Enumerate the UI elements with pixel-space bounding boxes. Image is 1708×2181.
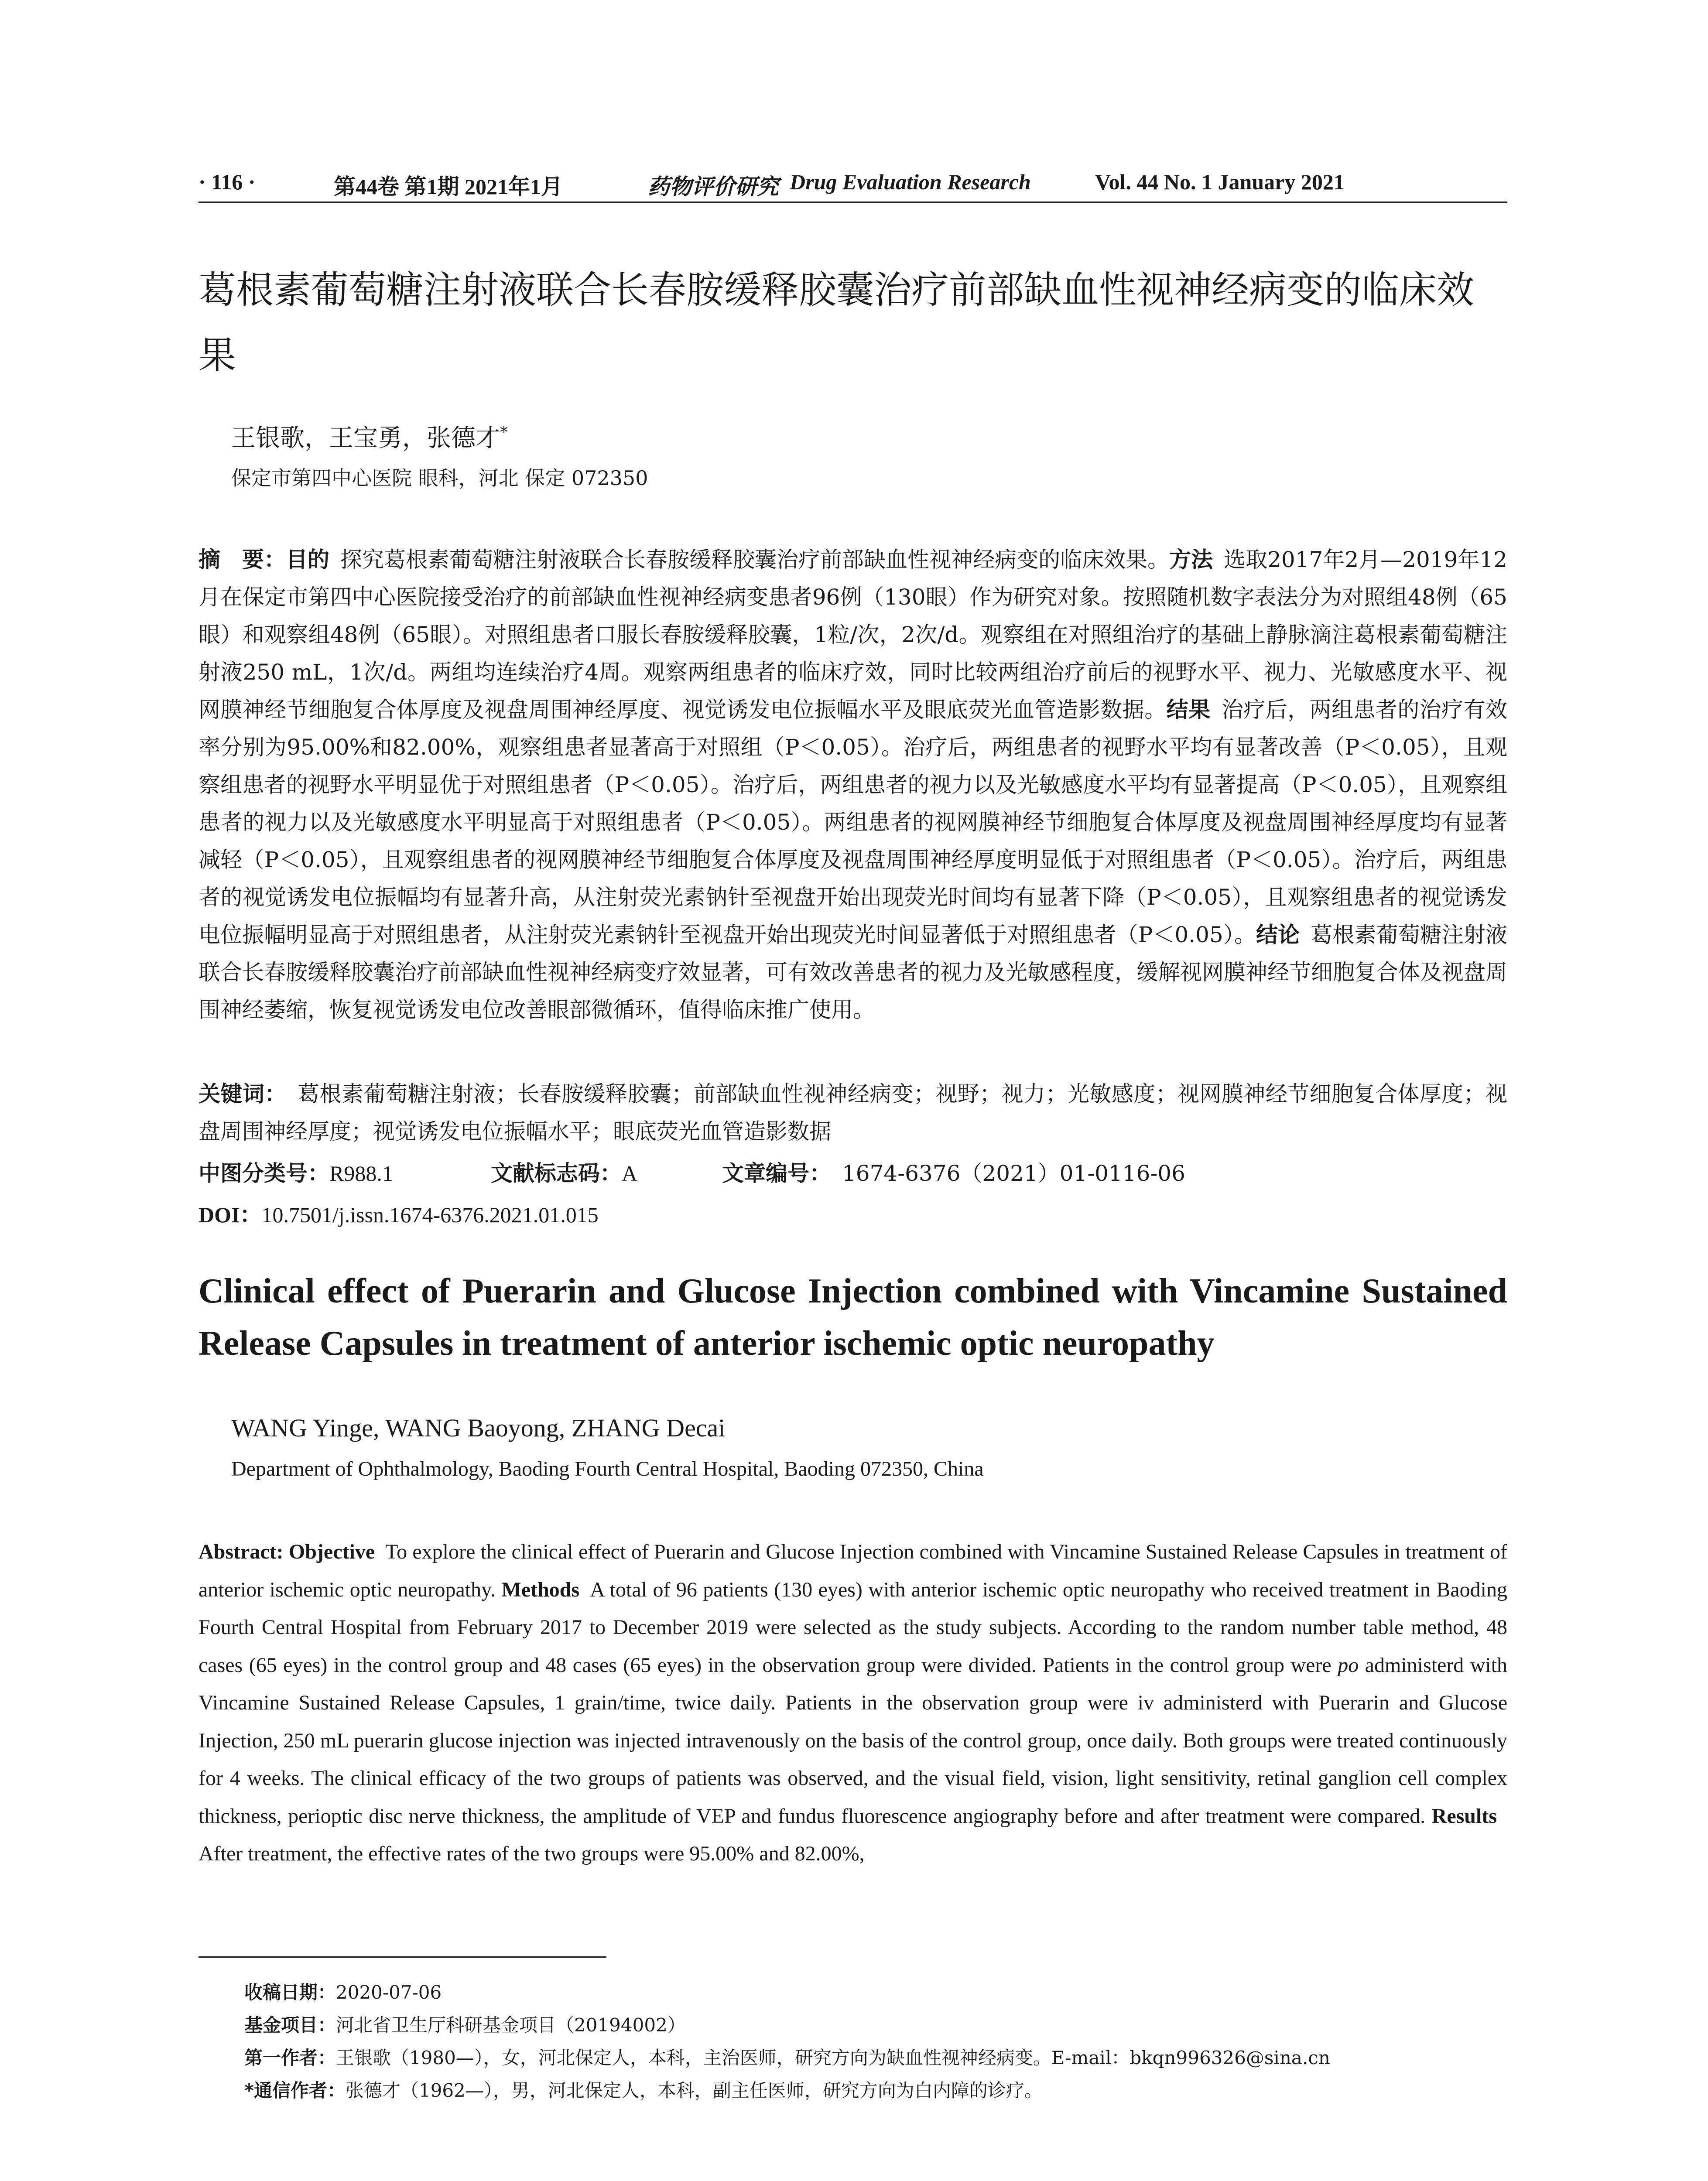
page-number: · 116 · xyxy=(199,170,256,194)
methods-en-part2: administerd with Vincamine Sustained Release Capsules, 1 grain/time, twice daily. Patients in the observation group were iv administerd with Puerarin and Glucose Injection, 250 mL puerarin glucose injection was injected intravenously on the basis of the control group, once daily. Both groups were treated continuously for 4 weeks. The clinical efficacy of the two groups of patients was observed, and the visual field, vision, light sensitivity, retinal ganglion cell complex thickness, perioptic disc nerve thickness, the amplitude of VEP and fundus fluorescence angiography before and after treatment were compared. xyxy=(199,1653,1508,1828)
footnote-corresponding xyxy=(244,2076,1043,2102)
methods-en-label: Methods xyxy=(501,1578,580,1601)
clc-label: 中图分类号： xyxy=(199,1161,329,1186)
abstract-cn xyxy=(199,541,1507,1029)
running-header xyxy=(199,169,1507,200)
issue-cn: 第44卷 第1期 2021年1月 xyxy=(334,174,563,199)
footnote-text: 张德才（1962—），男，河北保定人，本科，副主任医师，研究方向为白内障的诊疗。 xyxy=(345,2080,1043,2101)
footnote-first-author xyxy=(244,2044,1330,2070)
authors-en: WANG Yinge, WANG Baoyong, ZHANG Decai xyxy=(231,1414,726,1442)
footnote-rule xyxy=(199,1956,606,1958)
authors-cn xyxy=(231,419,508,454)
clc-value: R988.1 xyxy=(329,1161,393,1186)
abstract-cn-label: 摘 要： xyxy=(199,547,286,572)
results-cn-label: 结果 xyxy=(1166,697,1211,722)
footnote-label: 第一作者： xyxy=(244,2047,336,2068)
title-en: Clinical effect of Puerarin and Glucose Injection combined with Vincamine Sustained Release Capsules in treatment of anterior ischemic optic neuropathy xyxy=(199,1272,1507,1363)
methods-cn-label: 方法 xyxy=(1169,547,1213,572)
doi-label: DOI： xyxy=(199,1203,262,1227)
footnote-text: 河北省卫生厅科研基金项目（20194002） xyxy=(336,2014,686,2036)
objective-cn: 探究葛根素葡萄糖注射液联合长春胺缓释胶囊治疗前部缺血性视神经病变的临床效果。 xyxy=(340,547,1170,572)
affiliation-en: Department of Ophthalmology, Baoding Fourth Central Hospital, Baoding 072350, China xyxy=(231,1457,984,1480)
footnote-text: 2020-07-06 xyxy=(336,1982,442,2003)
footnote-label: 基金项目： xyxy=(244,2014,336,2036)
abstract-en xyxy=(199,1533,1507,1873)
footnote-received xyxy=(244,1978,442,2004)
journal-en: Drug Evaluation Research xyxy=(790,170,1031,194)
affiliation-cn: 保定市第四中心医院 眼科，河北 保定 072350 xyxy=(231,466,648,490)
footnote-label: *通信作者： xyxy=(244,2080,346,2101)
footnote-text: 王银歌（1980—），女，河北保定人，本科，主治医师，研究方向为缺血性视神经病变。E-mail：bkqn996326@sina.cn xyxy=(336,2047,1330,2068)
methods-en-part1: A total of 96 patients (130 eyes) with anterior ischemic optic neuropathy who received treatment in Baoding Fourth Central Hospital from February 2017 to December 2019 were selected as the study subjects. According to the random number table method, 48 cases (65 eyes) in the control group and 48 cases (65 eyes) in the observation group were divided. Patients in the control group were xyxy=(199,1578,1508,1677)
keywords-cn-label: 关键词： xyxy=(199,1081,287,1107)
results-en: After treatment, the effective rates of the two groups were 95.00% and 82.00%, xyxy=(199,1842,865,1865)
objective-en-label: Objective xyxy=(288,1540,375,1563)
authors-cn-names: 王银歌，王宝勇，张德才 xyxy=(231,424,500,452)
title-cn: 葛根素葡萄糖注射液联合长春胺缓释胶囊治疗前部缺血性视神经病变的临床效果 xyxy=(199,268,1474,377)
doi-value[interactable]: 10.7501/j.issn.1674-6376.2021.01.015 xyxy=(261,1203,599,1227)
issue-en: Vol. 44 No. 1 January 2021 xyxy=(1095,170,1345,194)
article-no-label: 文章编号： xyxy=(722,1161,831,1186)
abstract-en-label: Abstract: xyxy=(199,1540,284,1563)
methods-en-po: po xyxy=(1338,1653,1359,1677)
keywords-cn-text: 葛根素葡萄糖注射液；长春胺缓释胶囊；前部缺血性视神经病变；视野；视力；光敏感度；视网膜神经节细胞复合体厚度；视盘周围神经厚度；视觉诱发电位振幅水平；眼底荧光血管造影数据 xyxy=(199,1081,1508,1144)
journal-cn-logo: 药物评价研究 xyxy=(648,174,779,199)
results-en-label: Results xyxy=(1431,1804,1497,1828)
doc-code-value: A xyxy=(622,1161,638,1186)
footnote-label: 收稿日期： xyxy=(244,1982,336,2003)
conclusion-cn: 葛根素葡萄糖注射液联合长春胺缓释胶囊治疗前部缺血性视神经病变疗效显著，可有效改善患者的视力及光敏感程度，缓解视网膜神经节细胞复合体及视盘周围神经萎缩，恢复视觉诱发电位改善眼部微循环，值得临床推广使用。 xyxy=(199,922,1508,1022)
doc-code-label: 文献标志码： xyxy=(491,1161,622,1186)
conclusion-cn-label: 结论 xyxy=(1256,922,1300,947)
keywords-cn xyxy=(199,1075,1507,1150)
objective-en: To explore the clinical effect of Puerarin and Glucose Injection combined with Vincamine Sustained Release Capsules in treatment of anterior ischemic optic neuropathy. xyxy=(199,1540,1507,1601)
header-rule xyxy=(199,202,1507,203)
methods-cn: 选取2017年2月—2019年12月在保定市第四中心医院接受治疗的前部缺血性视神经病变患者96例（130眼）作为研究对象。按照随机数字表法分为对照组48例（65眼）和观察组48例（65眼）。对照组患者口服长春胺缓释胶囊，1粒/次，2次/d。观察组在对照组治疗的基础上静脉滴注葛根素葡萄糖注射液250 mL，1次/d。两组均连续治疗4周。观察两组患者的临床疗效，同时比较两组治疗前后的视野水平、视力、光敏感度水平、视网膜神经节细胞复合体厚度及视盘周围神经厚度、视觉诱发电位振幅水平及眼底荧光血管造影数据。 xyxy=(199,547,1508,722)
article-no-value: 1674-6376（2021）01-0116-06 xyxy=(842,1161,1185,1186)
corresponding-mark: * xyxy=(500,424,508,442)
doi xyxy=(199,1197,599,1229)
objective-cn-label: 目的 xyxy=(286,547,330,572)
results-cn: 治疗后，两组患者的治疗有效率分别为95.00%和82.00%，观察组患者显著高于对照组（P＜0.05）。治疗后，两组患者的视野水平均有显著改善（P＜0.05），且观察组患者的视野水平明显优于对照组患者（P＜0.05）。治疗后，两组患者的视力以及光敏感度水平均有显著提高（P＜0.05），且观察组患者的视力以及光敏感度水平明显高于对照组患者（P＜0.05）。两组患者的视网膜神经节细胞复合体厚度及视盘周围神经厚度均有显著减轻（P＜0.05），且观察组患者的视网膜神经节细胞复合体厚度及视盘周围神经厚度明显低于对照组患者（P＜0.05）。治疗后，两组患者的视觉诱发电位振幅均有显著升高，从注射荧光素钠针至视盘开始出现荧光时间均有显著下降（P＜0.05），且观察组患者的视觉诱发电位振幅明显高于对照组患者，从注射荧光素钠针至视盘开始出现荧光时间显著低于对照组患者（P＜0.05）。 xyxy=(199,697,1508,947)
footnote-fund xyxy=(244,2011,686,2037)
